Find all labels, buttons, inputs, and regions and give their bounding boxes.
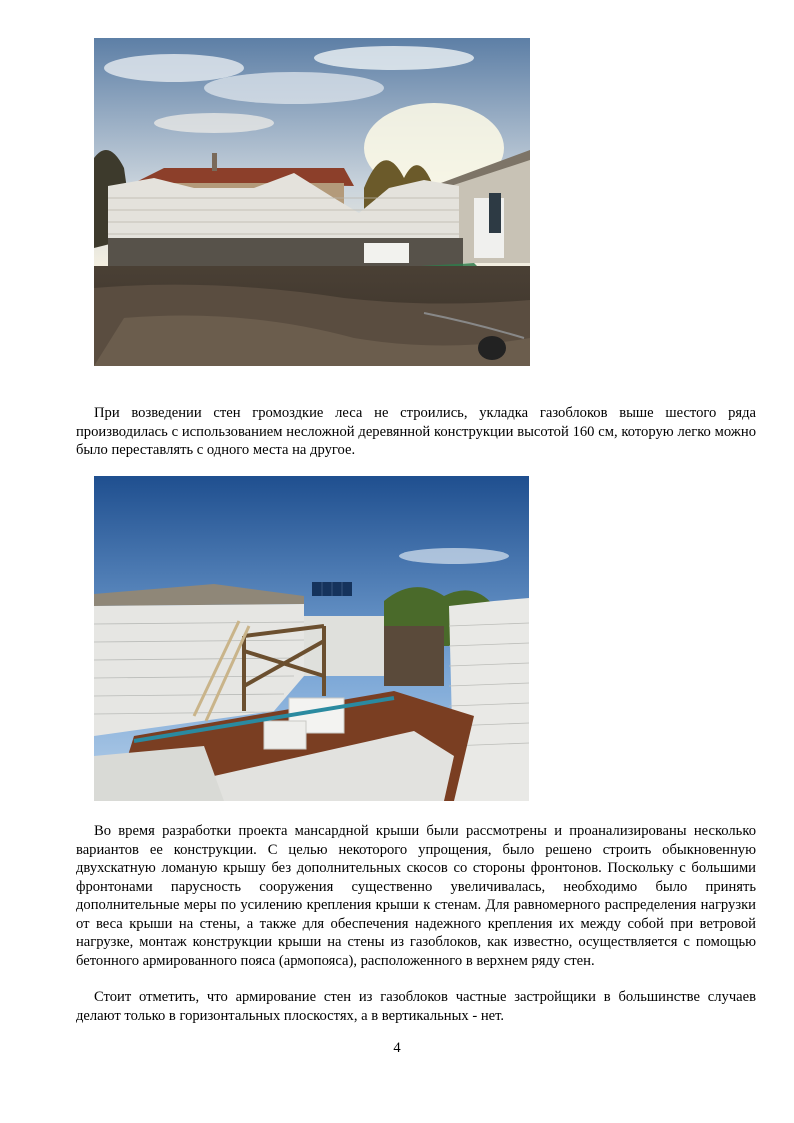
paragraph-roof-design: Во время разработки проекта мансардной крыши были рассмотрены и проанализированы несколько вариантов ее конструкции. С целью некоторого упрощения, было решено строить обыкновенную двухскатную ломаную крышу без дополнительных скосов со стороны фронтонов. Поскольку с большими фронтонами парусность сооружения существенно увеличивалась, необходимо было принять дополнительные меры по усилению крепления крыши к стенам. Для равномерного распределения нагрузки от веса крыши на стены, а также для обеспечения надежного крепления их между собой при ветровой нагрузке, монтаж конструкции крыши на стены из газоблоков, как известно, осуществляется с помощью бетонного армированного пояса (армопояса), расположенного в верхнем ряду стен. — [76, 823, 756, 969]
paragraph-reinforcement: Стоит отметить, что армирование стен из газоблоков частные застройщики в большинстве случаев делают только в горизонтальных плоскостях, а в вертикальных - нет. — [76, 989, 756, 1024]
construction-photo-scaffold — [94, 476, 529, 801]
paragraph-scaffolding: При возведении стен громоздкие леса не строились, укладка газоблоков выше шестого ряда производилась с использованием несложной деревянной конструкции высотой 160 см, которую легко можно было переставлять с одного места на другое. — [76, 405, 756, 458]
page-number: 4 — [393, 1040, 401, 1056]
construction-photo-walls — [94, 38, 530, 366]
